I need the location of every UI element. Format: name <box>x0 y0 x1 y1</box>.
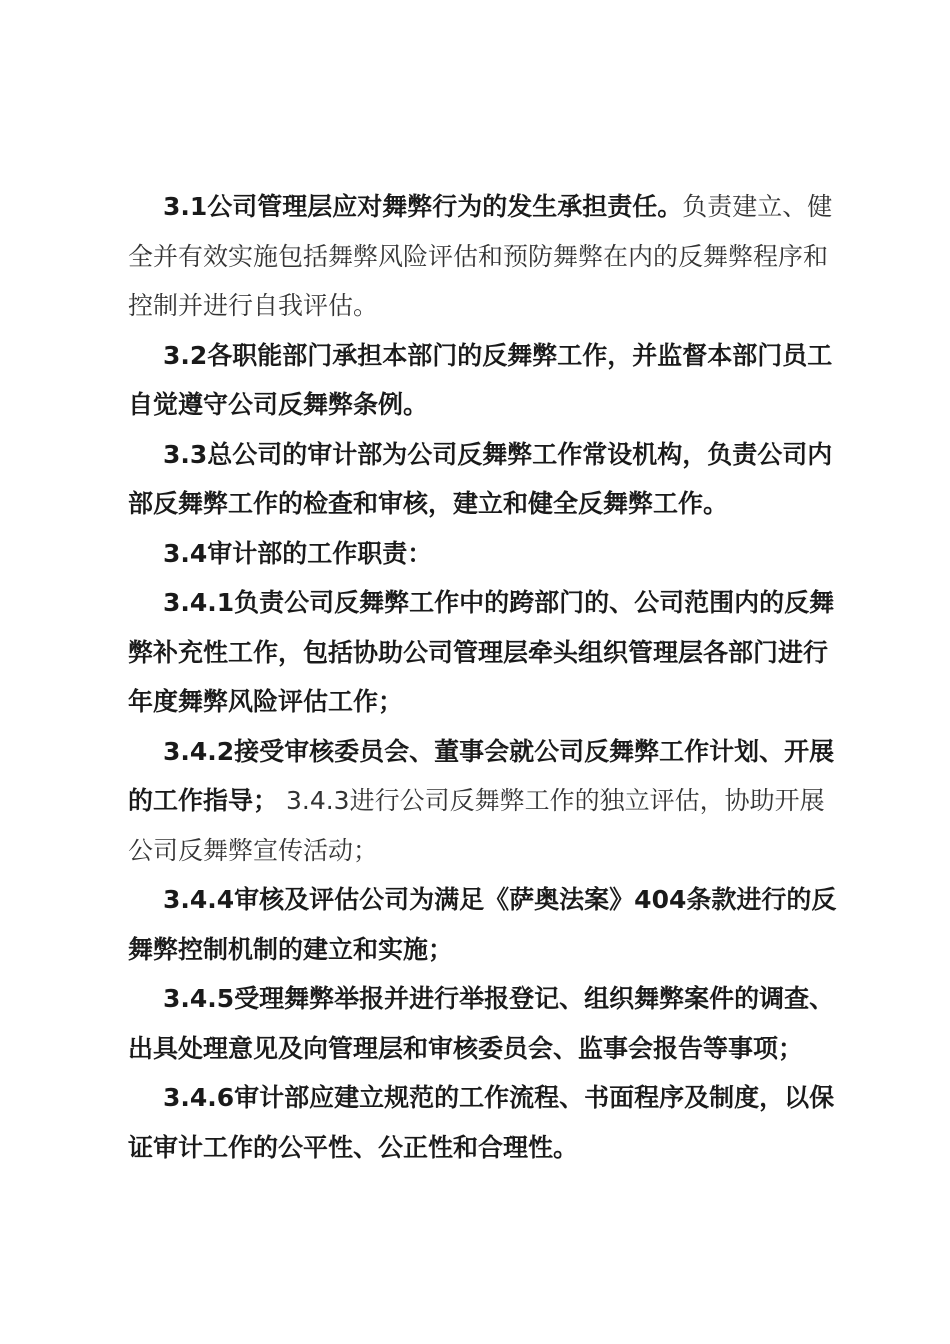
paragraph-bold-text: 3.4.2接受审核委员会、董事会就公司反舞弊工作计划、开展的工作指导； <box>128 736 835 815</box>
paragraph-3-3 <box>128 430 848 529</box>
paragraph-bold-text: 3.4.4审核及评估公司为满足《萨奥法案》404条款进行的反舞弊控制机制的建立和实施； <box>128 885 837 964</box>
paragraph-3-2 <box>128 331 848 430</box>
paragraph-bold-text: 3.1公司管理层应对舞弊行为的发生承担责任。 <box>163 192 683 221</box>
paragraph-3-4-6 <box>128 1073 848 1172</box>
paragraph-3-4-5 <box>128 974 848 1073</box>
paragraph-normal-text: 负责建立、健全并有效实施包括舞弊风险评估和预防舞弊在内的反舞弊程序和控制并进行自我评估。 <box>128 192 833 320</box>
paragraph-3-1 <box>128 182 848 331</box>
paragraph-3-4-1 <box>128 578 848 727</box>
paragraph-bold-text: 3.3总公司的审计部为公司反舞弊工作常设机构，负责公司内部反舞弊工作的检查和审核，建立和健全反舞弊工作。 <box>128 439 833 518</box>
paragraph-bold-text: 3.4.1负责公司反舞弊工作中的跨部门的、公司范围内的反舞弊补充性工作，包括协助公司管理层牵头组织管理层各部门进行年度舞弊风险评估工作； <box>128 588 835 716</box>
paragraph-3-4-4 <box>128 875 848 974</box>
paragraph-bold-text: 3.2各职能部门承担本部门的反舞弊工作，并监督本部门员工自觉遵守公司反舞弊条例。 <box>128 340 833 419</box>
paragraph-bold-text: 3.4.5受理舞弊举报并进行举报登记、组织舞弊案件的调查、出具处理意见及向管理层和审核委员会、监事会报告等事项； <box>128 984 835 1063</box>
paragraph-normal-text: 3.4.3进行公司反舞弊工作的独立评估，协助开展公司反舞弊宣传活动； <box>128 786 825 865</box>
paragraph-bold-text: 3.4审计部的工作职责： <box>163 538 433 568</box>
paragraph-bold-text: 3.4.6审计部应建立规范的工作流程、书面程序及制度，以保证审计工作的公平性、公正性和合理性。 <box>128 1083 835 1162</box>
paragraph-3-4-2 <box>128 727 848 876</box>
paragraph-3-4 <box>128 529 848 579</box>
document-body <box>128 182 848 1172</box>
